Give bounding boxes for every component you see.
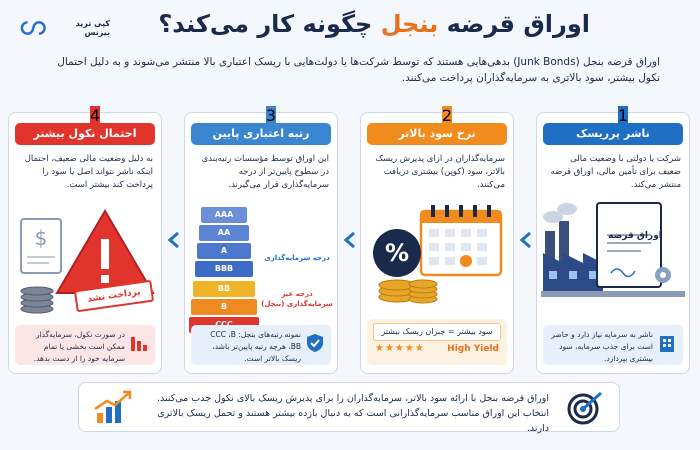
svg-text:$: $ [34, 226, 48, 250]
step-card-4 [8, 112, 162, 374]
percent-sign: % [384, 239, 410, 267]
target-icon [565, 389, 605, 425]
summary-text [149, 391, 549, 436]
high-yield-label: High Yield [447, 344, 499, 354]
footnote-text: نمونه رتبه‌های بنجل: CCC ،B ،BB هرچه رتبه پایین‌تر باشد، ریسک بالاتر است. [210, 330, 301, 363]
intro-text: اوراق قرضه بنجل (Junk Bonds) بدهی‌هایی هستند که توسط شرکت‌ها یا دولت‌هایی با ریسک اعتباری بالا منتشر می‌شوند و به دلیل احتمال نکول بیشتر، سود بالاتری به سرمایه‌گذاران پرداخت می‌کنند. [57, 56, 660, 84]
chevron-left-icon [516, 230, 536, 250]
step-number-4: 4 [89, 106, 100, 125]
formula-text: سود بیشتر = جبران ریسک بیشتر [373, 323, 501, 341]
bond-document-label: اوراق قرضه [608, 231, 662, 241]
step-footnote [191, 325, 331, 365]
brand [20, 14, 110, 42]
step-footnote [543, 325, 683, 365]
summary-box [78, 382, 620, 432]
brand-logo-icon [20, 18, 47, 38]
title-part-1: اوراق قرضه [438, 10, 590, 38]
steps [10, 106, 690, 374]
step-card-1 [536, 112, 690, 374]
building-icon [657, 333, 677, 353]
junk-grade-label: درجه غیر سرمایه‌گذاری (بنجل) [261, 290, 333, 308]
summary-line-2: انتخاب این اوراق مناسب سرمایه‌گذارانی است که به دنبال بازده بیشتر هستند و تحمل ریسک بالاتری دارند. [157, 408, 549, 434]
growth-chart-icon [93, 389, 133, 425]
rating-stars: ★★★★★ [375, 343, 425, 354]
rating-a: A [197, 243, 251, 259]
rating-bb: BB [193, 281, 255, 297]
rating-b: B [191, 299, 257, 315]
step-number-2: 2 [441, 106, 452, 125]
shield-icon [305, 333, 325, 353]
rating-aa: AA [199, 225, 249, 241]
step-text: به دلیل وضعیت مالی ضعیف، احتمال اینکه ناشر نتواند اصل یا سود را پرداخت کند بیشتر است. [24, 154, 153, 190]
step-title: احتمال نکول بیشتر [15, 123, 155, 145]
page-title [158, 10, 590, 38]
step-title: نرخ سود بالاتر [367, 123, 507, 145]
rating-bbb: BBB [195, 261, 253, 277]
factory-document-icon [541, 191, 685, 309]
step-text: سرمایه‌گذاران در ازای پذیرش ریسک بالاتر، سود (کوپن) بیشتری دریافت می‌کنند. [375, 154, 505, 190]
step-text: شرکت یا دولتی با وضعیت مالی ضعیف برای تأمین مالی، اوراق قرضه منتشر می‌کند. [550, 154, 681, 190]
chevron-left-icon [164, 230, 184, 250]
brand-name: کپی ترید بیزنس [75, 19, 110, 37]
step-footnote [367, 319, 507, 365]
step-footnote [15, 325, 155, 365]
unpaid-stamp: پرداخت نشد [74, 280, 154, 313]
rating-aaa: AAA [201, 207, 247, 223]
summary-line-1: اوراق قرضه بنجل با ارائه سود بالاتر، سرمایه‌گذاران را برای پذیرش ریسک بالای نکول جذب می‌کنند. [156, 393, 549, 404]
step-card-3 [184, 112, 338, 374]
footnote-text: در صورت نکول، سرمایه‌گذار ممکن است بخشی یا تمام سرمایه خود را از دست بدهد. [33, 330, 125, 363]
falling-chart-icon [129, 333, 149, 353]
title-part-2: چگونه کار می‌کند؟ [158, 10, 381, 38]
header [20, 8, 680, 48]
chevron-left-icon [340, 230, 360, 250]
step-title: رتبه اعتباری پایین [191, 123, 331, 145]
step-number-1: 1 [617, 106, 628, 125]
step-card-2 [360, 112, 514, 374]
step-title: ناشر پرریسک [543, 123, 683, 145]
investment-grade-label: درجه سرمایه‌گذاری [264, 254, 330, 262]
footnote-text: ناشر به سرمایه نیاز دارد و حاضر است برای جذب سرمایه، سود بیشتری بپردازد. [551, 330, 653, 363]
title-highlight: بنجل [380, 10, 439, 38]
step-text: این اوراق توسط مؤسسات رتبه‌بندی در سطوح پایین‌تر از درجه سرمایه‌گذاری قرار می‌گیرند. [201, 154, 329, 190]
step-number-3: 3 [265, 106, 276, 125]
